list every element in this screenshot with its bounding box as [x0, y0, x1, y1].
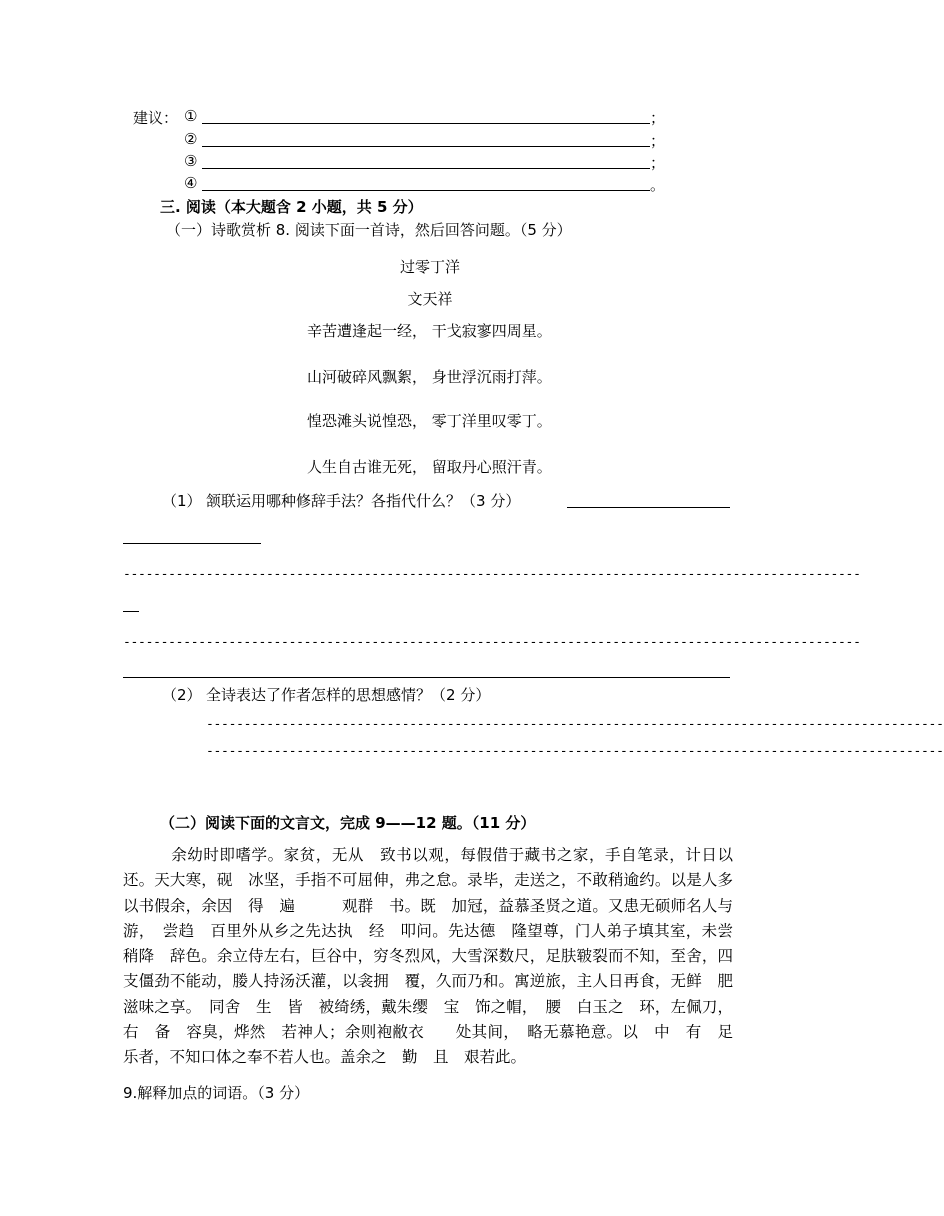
- part2-title: （二）阅读下面的文言文，完成 9——12 题。（11 分）: [160, 814, 536, 832]
- answer-dashes[interactable]: --------------------------------------------------------------------------------------------------: [206, 744, 944, 759]
- answer-line[interactable]: [567, 507, 730, 508]
- suggestion-end: 。: [650, 176, 666, 194]
- poem-line: 人生自古谁无死， 留取丹心照汗青。: [307, 458, 552, 476]
- question-text: 颔联运用哪种修辞手法？各指代什么？（3 分）: [206, 492, 521, 510]
- suggestion-number: ②: [184, 130, 198, 148]
- answer-line[interactable]: [123, 543, 261, 544]
- suggestion-number: ④: [184, 174, 198, 192]
- poem-line: 山河破碎风飘絮， 身世浮沉雨打萍。: [307, 368, 552, 386]
- answer-line[interactable]: [202, 190, 650, 191]
- suggestion-end: ；: [650, 132, 666, 150]
- question-number: （1）: [162, 492, 202, 510]
- answer-line[interactable]: [202, 168, 650, 169]
- poem-line: 惶恐滩头说惶恐， 零丁洋里叹零丁。: [307, 412, 552, 430]
- suggestion-number: ①: [184, 107, 198, 125]
- suggestions-label: 建议：: [133, 109, 179, 127]
- answer-dashes[interactable]: --------------------------------------------------------------------------------------------------: [123, 567, 861, 582]
- suggestion-end: ；: [650, 109, 666, 127]
- answer-line[interactable]: [123, 677, 730, 678]
- answer-line[interactable]: [202, 123, 650, 124]
- question-number: （2）: [162, 686, 202, 704]
- poem-line: 辛苦遭逢起一经， 干戈寂寥四周星。: [307, 322, 552, 340]
- answer-line[interactable]: [202, 146, 650, 147]
- answer-dashes[interactable]: --------------------------------------------------------------------------------------------------: [206, 717, 944, 732]
- section-heading: 三. 阅读（本大题含 2 小题，共 5 分）: [160, 198, 423, 216]
- suggestion-number: ③: [184, 152, 198, 170]
- question-text: 全诗表达了作者怎样的思想感情？（2 分）: [206, 686, 491, 704]
- classical-passage: 余幼时即嗜学。家贫，无从 致书以观，每假借于藏书之家，手自笔录，计日以还。天大寒，砚 冰坚，手指不可屈伸，弗之怠。录毕，走送之，不敢稍逾约。以是人多以书假余，余因 得 遍 观群 书。既 加冠，益慕圣贤之道。又患无硕师名人与游， 尝趋 百里外从乡之先达执 经 叩问。先达德 隆望尊，门人弟子填其室，未尝稍降 辞色。余立侍左右，巨谷中，穷冬烈风，大雪深数尺，足肤皲裂而不知，至舍，四支僵劲不能动，媵人持汤沃灌，以衾拥 覆，久而乃和。寓逆旅，主人日再食，无鲜 肥 滋味之享。 同舍 生 皆 被绮绣，戴朱缨 宝 饰之帽， 腰 白玉之 环，左佩刀，右 备 容臭，烨然 若神人；余则袍敝衣 处其间， 略无慕艳意。以 中 有 足乐者，不知口体之奉不若人也。盖余之 勤 且 艰若此。: [123, 846, 749, 1067]
- poem-title: 过零丁洋: [399, 258, 460, 276]
- question-9: 9.解释加点的词语。（3 分）: [123, 1084, 310, 1102]
- answer-dashes[interactable]: --------------------------------------------------------------------------------------------------: [123, 635, 861, 650]
- suggestion-end: ；: [650, 154, 666, 172]
- poem-author: 文天祥: [407, 290, 453, 308]
- part1-intro: （一）诗歌赏析 8. 阅读下面一首诗，然后回答问题。（5 分）: [166, 221, 572, 239]
- answer-line[interactable]: [123, 611, 139, 612]
